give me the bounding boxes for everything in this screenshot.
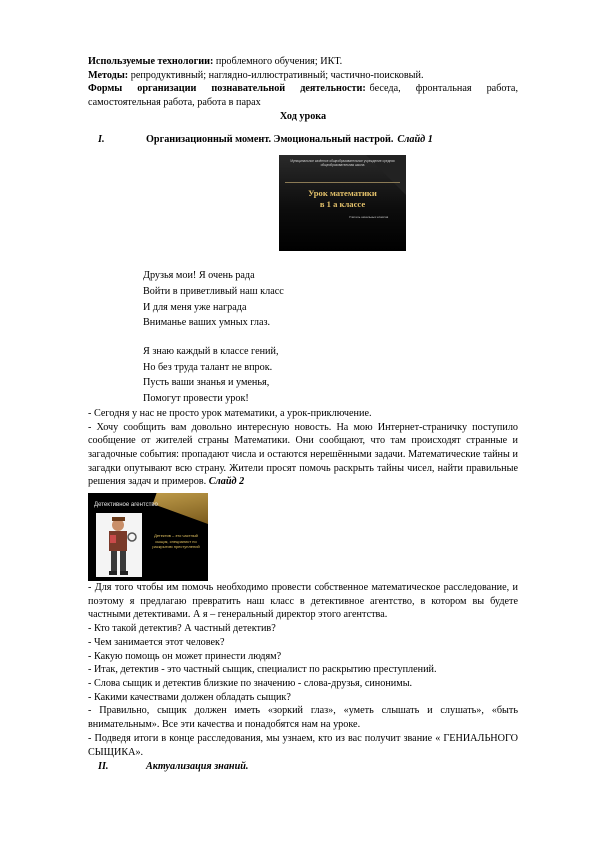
section-1-title: Организационный момент. Эмоциональный настрой. [146,133,394,145]
poem-line: Пусть ваши знанья и уменья, [143,377,270,389]
poem-line: Друзья мои! Я очень рада [143,270,255,282]
poem-line: И для меня уже награда [143,301,247,313]
poem-line: Вниманье ваших умных глаз. [143,317,271,329]
slide-1-side-text: Учитель начальных классов [349,215,389,220]
technologies-line [88,55,518,69]
technologies-label: Используемые технологии: [88,56,214,67]
forms-value-1: беседа, фронтальная работа, [365,83,518,95]
paragraph-2-text: - Хочу сообщить вам довольно интересную новость. На мою Интернет-страничку поступило сообщение от жителей страны Математики. Они сообщают, что там происходят странные и загадочные события: пропадают числа и остаются нерешёнными задачи. Математические тайны и загадки опутывают всю страну. Жители просят помочь раскрыть тайны чисел, найти правильные решения задач и примеров. [88,421,518,488]
slide-2-text: Детектив – это частный сыщик, специалист по раскрытию преступлений [152,533,200,550]
slide-2-image [88,493,208,581]
section-2-heading [88,760,518,774]
list-line: - Какими качествами должен обладать сыщик? [88,691,291,703]
lesson-title: Ход урока [279,110,327,122]
section-1-heading [88,133,518,147]
slide-1-title-line-2: в 1 а классе [319,199,366,210]
forms-label: Формы организации познавательной деятельности: [88,83,366,95]
slide-2-ref: Слайд 2 [208,476,245,488]
technologies-value: проблемного обучения; ИКТ. [213,56,343,67]
slide-1-divider [285,182,400,183]
paragraph-4: - Правильно, сыщик должен иметь «зоркий глаз», «уметь слышать и слушать», «быть внимательным». Все эти качества и понадобятся нам на уроке. [88,705,518,731]
methods-label: Методы: [88,69,129,81]
slide-2-header: Детективное агентство [94,502,158,509]
list-line: - Какую помощь он может принести людям? [88,650,282,662]
paragraph-5: - Подведя итоги в конце расследования, мы узнаем, кто из вас получит звание « ГЕНИАЛЬНОГО СЫЩИКА». [88,732,518,758]
paragraph-1: - Сегодня у нас не просто урок математики, а урок-приключение. [88,407,372,419]
slide-1-image [279,155,406,251]
slide-1-school-text: Муниципальное казённое общеобразовательное учреждение средняя общеобразовательная школа [290,159,395,168]
poem-line: Я знаю каждый в классе гений, [143,346,279,358]
poem-line: Войти в приветливый наш класс [143,285,284,297]
list-line: - Чем занимается этот человек? [88,636,225,648]
forms-line [88,82,518,96]
paragraph-3: - Для того чтобы им помочь необходимо провести собственное математическое расследование, и поэтому я предлагаю превратить наш класс в детективное агентство, в котором вы будете частными детективами. А я – генеральный директор этого агентства. [88,582,518,621]
poem-line: Помогут провести урок! [143,393,249,405]
detective-figure-image [96,513,142,577]
methods-line [88,69,518,83]
document-page [88,55,518,774]
list-line: - Слова сыщик и детектив близкие по значению - слова-друзья, синонимы. [88,677,413,689]
list-line: - Кто такой детектив? А частный детектив? [88,623,276,635]
section-1-number: I. [98,133,105,145]
section-2-number: II. [98,761,109,773]
list-line: - Итак, детектив - это частный сыщик, специалист по раскрытию преступлений. [88,664,437,676]
poem [143,268,518,407]
forms-line-2: самостоятельная работа, работа в парах [88,97,261,109]
slide-2-gold-decoration [153,493,208,524]
methods-value: репродуктивный; наглядно-иллюстративный; частично-поисковый. [128,69,424,81]
poem-line: Но без труда талант не впрок. [143,361,273,373]
slide-1-title-line-1: Урок математики [308,188,377,199]
poem-stanza-2 [143,344,518,407]
slide-1-ref: Слайд 1 [397,133,433,145]
slide-1-title [279,188,406,210]
section-2-title: Актуализация знаний. [146,761,249,773]
paragraph-2 [88,421,518,490]
